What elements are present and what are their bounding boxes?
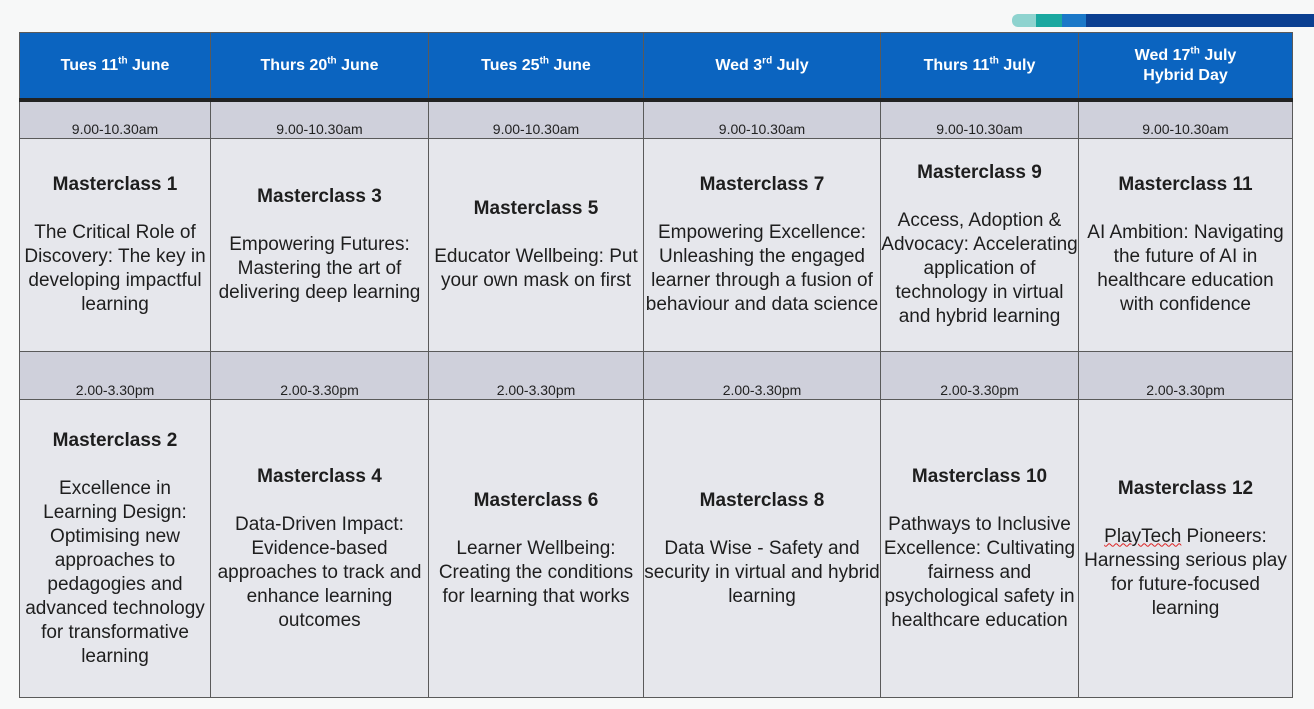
- session-cell: [644, 139, 881, 352]
- session-title: Masterclass 11: [1118, 174, 1253, 195]
- morning-sessions-row: [20, 139, 1293, 352]
- afternoon-time-row: [20, 352, 1293, 400]
- time-slot: 2.00-3.30pm: [211, 352, 429, 400]
- session-title: Masterclass 9: [917, 162, 1042, 183]
- time-slot: 2.00-3.30pm: [429, 352, 644, 400]
- masterclass-schedule-table: [19, 32, 1293, 698]
- session-title: Masterclass 5: [473, 198, 599, 219]
- session-description: Access, Adoption & Advocacy: Accelerating application of technology in virtual and hybrid learning: [881, 210, 1078, 327]
- time-slot: 9.00-10.30am: [881, 100, 1079, 139]
- session-description: Educator Wellbeing: Put your own mask on first: [434, 246, 638, 291]
- time-slot: 9.00-10.30am: [211, 100, 429, 139]
- session-cell: [644, 400, 881, 698]
- date-header: Tues 11th June: [20, 33, 211, 101]
- brand-stripe-teal: [1036, 14, 1064, 27]
- session-cell: [881, 400, 1079, 698]
- time-slot: 2.00-3.30pm: [881, 352, 1079, 400]
- session-cell: [1079, 139, 1293, 352]
- morning-time-row: [20, 100, 1293, 139]
- session-title: Masterclass 8: [699, 489, 825, 511]
- session-cell: [429, 400, 644, 698]
- time-slot: 2.00-3.30pm: [20, 352, 211, 400]
- session-cell: [429, 139, 644, 352]
- session-title: Masterclass 2: [52, 429, 178, 451]
- time-slot: 2.00-3.30pm: [644, 352, 881, 400]
- session-title: Masterclass 1: [52, 174, 178, 195]
- brand-stripe-navy: [1086, 14, 1314, 27]
- session-description: Data Wise - Safety and security in virtual and hybrid learning: [644, 537, 880, 607]
- date-header: Wed 3rd July: [644, 33, 881, 101]
- session-description: Empowering Excellence: Unleashing the engaged learner through a fusion of behaviour and data science: [645, 222, 879, 315]
- session-title: Masterclass 12: [1117, 477, 1254, 499]
- date-header: Thurs 11th July: [881, 33, 1079, 101]
- session-title: Masterclass 4: [257, 465, 382, 487]
- session-description: Pathways to Inclusive Excellence: Cultivating fairness and psychological safety in healthcare education: [883, 513, 1076, 631]
- session-description: Excellence in Learning Design: Optimising new approaches to pedagogies and advanced technology for transformative learning: [25, 477, 205, 667]
- session-title: Masterclass 6: [473, 489, 599, 511]
- session-title: Masterclass 3: [257, 186, 382, 207]
- date-header-row: [20, 33, 1293, 101]
- session-title: Masterclass 10: [911, 465, 1048, 487]
- session-description: Empowering Futures: Mastering the art of delivering deep learning: [218, 234, 421, 303]
- date-header: Wed 17th July Hybrid Day: [1079, 33, 1293, 101]
- session-cell: [20, 139, 211, 352]
- date-header: Thurs 20th June: [211, 33, 429, 101]
- time-slot: 9.00-10.30am: [20, 100, 211, 139]
- session-cell: [1079, 400, 1293, 698]
- hybrid-day-label: Hybrid Day: [1143, 66, 1228, 84]
- session-description: The Critical Role of Discovery: The key in developing impactful learning: [24, 222, 206, 315]
- session-cell: [211, 400, 429, 698]
- spellcheck-flagged-word: PlayTech: [1104, 525, 1182, 547]
- time-slot: 9.00-10.30am: [1079, 100, 1293, 139]
- time-slot: 9.00-10.30am: [429, 100, 644, 139]
- session-description: PlayTech Pioneers: Harnessing serious play for future-focused learning: [1084, 525, 1287, 619]
- date-header: Tues 25th June: [429, 33, 644, 101]
- afternoon-sessions-row: [20, 400, 1293, 698]
- time-slot: 2.00-3.30pm: [1079, 352, 1293, 400]
- session-description: AI Ambition: Navigating the future of AI in healthcare education with confidence: [1087, 222, 1284, 315]
- session-cell: [20, 400, 211, 698]
- session-description: Learner Wellbeing: Creating the conditions for learning that works: [438, 537, 634, 607]
- session-title: Masterclass 7: [699, 174, 825, 195]
- session-cell: [211, 139, 429, 352]
- time-slot: 9.00-10.30am: [644, 100, 881, 139]
- session-cell: [881, 139, 1079, 352]
- session-description: Data-Driven Impact: Evidence-based approaches to track and enhance learning outcomes: [217, 513, 422, 631]
